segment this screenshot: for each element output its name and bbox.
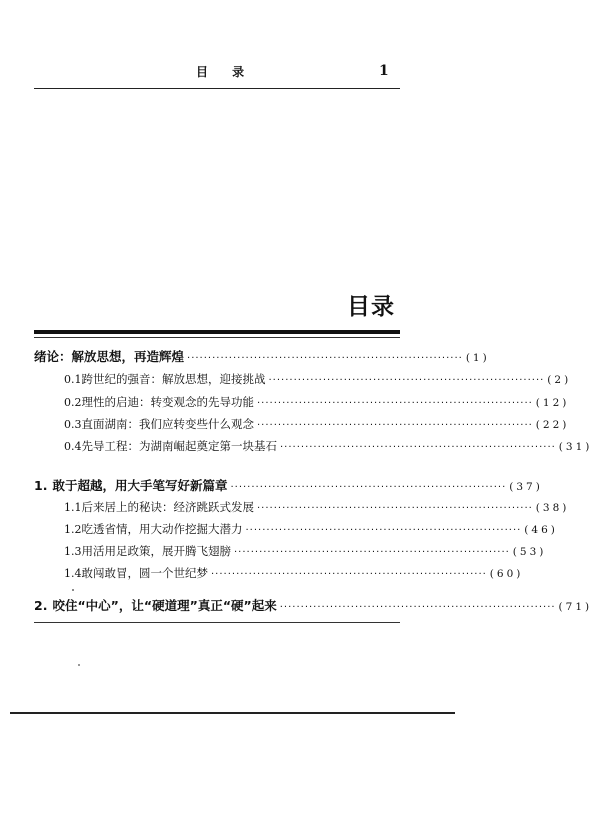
toc-item-1-2[interactable] xyxy=(64,521,558,537)
item-title: 用活用足政策，展开腾飞翅膀 xyxy=(81,544,231,558)
section-title: 咬住“中心”，让“硬道理”真正“硬”起来 xyxy=(52,598,277,613)
toc-item-1-4[interactable] xyxy=(64,565,524,581)
item-page: (46) xyxy=(524,524,558,536)
item-page: (31) xyxy=(558,441,592,453)
toc-section-1[interactable] xyxy=(34,476,543,494)
item-number: 1.2 xyxy=(64,523,82,536)
scan-edge-line xyxy=(10,712,455,714)
scan-speck xyxy=(72,589,74,591)
item-page: (53) xyxy=(512,546,547,558)
item-title: 理性的启迪：转变观念的先导功能 xyxy=(81,395,254,409)
item-title: 敢闯敢冒，圆一个世纪梦 xyxy=(81,566,208,580)
toc-item-1-1[interactable] xyxy=(64,499,570,515)
item-page: (2) xyxy=(547,374,572,386)
dot-leader: ·································································· xyxy=(257,503,533,514)
section-number: 2. xyxy=(34,598,48,613)
heading-thin-rule xyxy=(34,337,400,338)
dot-leader: ·································································· xyxy=(234,547,510,558)
header-rule xyxy=(34,88,400,89)
item-title: 吃透省情，用大动作挖掘大潜力 xyxy=(81,522,243,536)
item-title: 先导工程：为湖南崛起奠定第一块基石 xyxy=(81,439,277,453)
dot-leader: ·································································· xyxy=(279,602,556,613)
toc-item-0-1[interactable] xyxy=(64,371,572,387)
section-number: 1. xyxy=(34,478,48,493)
dot-leader: ·································································· xyxy=(230,482,507,493)
toc-item-0-4[interactable] xyxy=(64,438,592,454)
section-page: (37) xyxy=(509,481,543,493)
dot-leader: ·································································· xyxy=(257,398,533,409)
heading-thick-rule xyxy=(34,330,400,334)
scan-speck xyxy=(78,664,80,666)
section-page: (71) xyxy=(558,601,592,613)
item-number: 0.1 xyxy=(64,373,82,386)
footer-rule xyxy=(34,622,400,623)
item-page: (60) xyxy=(489,568,524,580)
item-number: 0.2 xyxy=(64,396,82,409)
item-number: 0.3 xyxy=(64,418,82,431)
toc-item-1-3[interactable] xyxy=(64,543,547,559)
dot-leader: ·································································· xyxy=(268,375,545,386)
item-number: 0.4 xyxy=(64,440,82,453)
section-title: 绪论：解放思想，再造辉煌 xyxy=(34,349,185,364)
toc-section-2[interactable] xyxy=(34,596,592,614)
item-number: 1.3 xyxy=(64,545,82,558)
page-number: 1 xyxy=(379,63,389,79)
item-page: (38) xyxy=(535,502,570,514)
section-title: 敢于超越，用大手笔写好新篇章 xyxy=(52,478,228,493)
item-page: (12) xyxy=(535,397,570,409)
item-number: 1.1 xyxy=(64,501,82,514)
running-header-title: 目 录 xyxy=(196,65,255,79)
section-page: (1) xyxy=(465,352,490,364)
dot-leader: ·································································· xyxy=(280,442,556,453)
item-page: (22) xyxy=(535,419,570,431)
item-title: 直面湖南：我们应转变些什么观念 xyxy=(81,417,254,431)
item-title: 后来居上的秘诀：经济跳跃式发展 xyxy=(81,500,254,514)
item-number: 1.4 xyxy=(64,567,82,580)
toc-item-0-2[interactable] xyxy=(64,394,570,410)
item-title: 跨世纪的强音：解放思想，迎接挑战 xyxy=(81,372,266,386)
toc-section-intro[interactable] xyxy=(34,347,490,365)
toc-heading: 目录 xyxy=(347,294,395,320)
dot-leader: ·································································· xyxy=(245,525,522,536)
dot-leader: ·································································· xyxy=(257,420,533,431)
dot-leader: ·································································· xyxy=(187,353,463,364)
dot-leader: ·································································· xyxy=(211,569,487,580)
toc-item-0-3[interactable] xyxy=(64,416,570,432)
